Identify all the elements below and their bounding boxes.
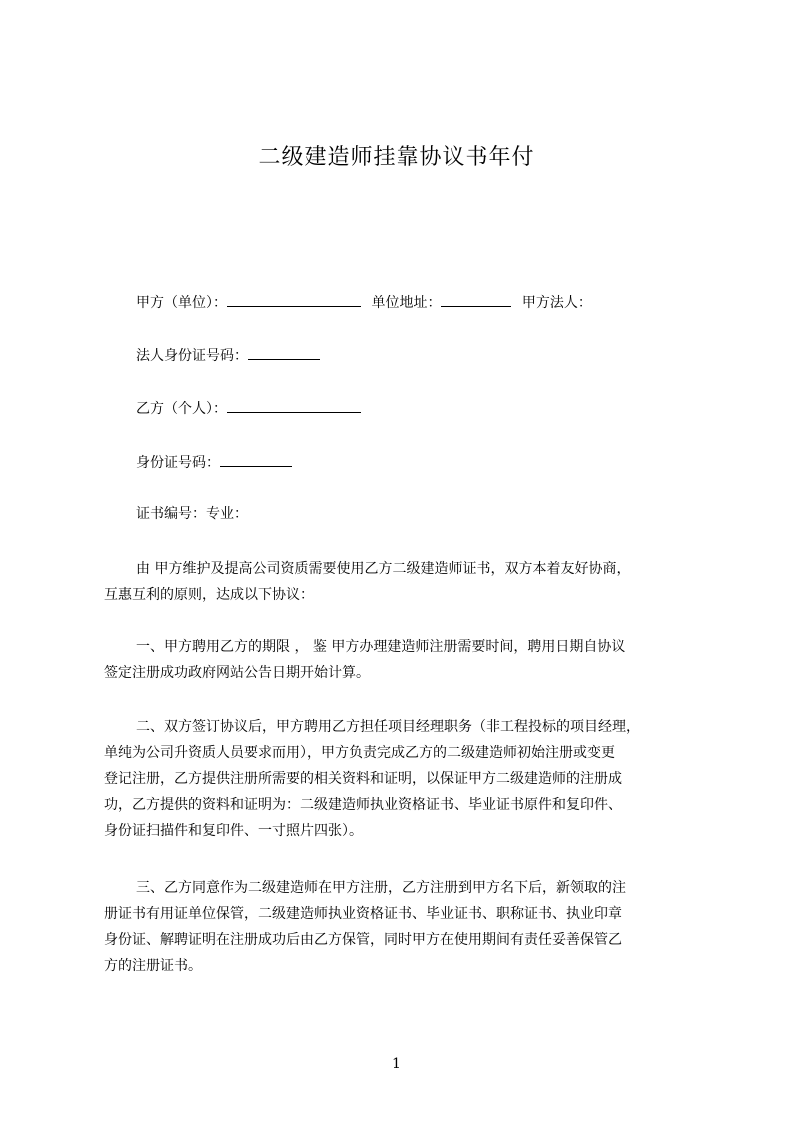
id-label: 身份证号码：	[136, 455, 220, 471]
intro-line: 由 甲方维护及提高公司资质需要使用乙方二级建造师证书，双方本着友好协商，	[136, 561, 631, 577]
cert-line	[136, 504, 248, 524]
clause-1-line: 签定注册成功政府网站公告日期开始计算。	[104, 665, 370, 681]
party-b-blank	[227, 397, 361, 413]
party-b-line	[136, 397, 361, 419]
clause-1	[104, 634, 704, 686]
intro-paragraph	[104, 556, 704, 608]
clause-3-line: 身份证、解聘证明在注册成功后由乙方保管，同时甲方在使用期间有责任妥善保管乙	[104, 932, 622, 948]
clause-2-line: 二、双方签订协议后，甲方聘用乙方担任项目经理职务（非工程投标的项目经理，	[136, 719, 640, 735]
address-label: 单位地址：	[371, 295, 442, 311]
clause-2	[104, 714, 704, 844]
legal-id-label: 法人身份证号码：	[136, 348, 248, 364]
clause-1-line: 一、甲方聘用乙方的期限 ， 鉴 甲方办理建造师注册需要时间，聘用日期自协议	[136, 639, 626, 655]
legal-rep-label: 甲方法人：	[521, 295, 592, 311]
clause-3	[104, 875, 704, 979]
party-a-blank	[227, 291, 361, 307]
party-b-label: 乙方（个人）：	[136, 401, 227, 417]
party-a-label: 甲方（单位）：	[136, 295, 227, 311]
address-blank	[441, 291, 511, 307]
clause-2-line: 功，乙方提供的资料和证明为：二级建造师执业资格证书、毕业证书原件和复印件、	[104, 797, 622, 813]
clause-2-line: 身份证扫描件和复印件、一寸照片四张）。	[104, 823, 363, 839]
clause-3-line: 方的注册证书。	[104, 958, 202, 974]
intro-line: 互惠互利的原则，达成以下协议：	[104, 587, 314, 603]
party-a-line	[136, 291, 592, 313]
page-number: 1	[392, 1056, 401, 1072]
legal-id-blank	[248, 344, 320, 360]
id-blank	[220, 451, 292, 467]
document-title: 二级建造师挂靠协议书年付	[258, 145, 535, 170]
clause-3-line: 册证书有用证单位保管，二级建造师执业资格证书、毕业证书、职称证书、执业印章	[104, 906, 622, 922]
cert-label: 证书编号：专业：	[136, 506, 248, 522]
clause-2-line: 登记注册，乙方提供注册所需要的相关资料和证明，以保证甲方二级建造师的注册成	[104, 771, 622, 787]
clause-3-line: 三、乙方同意作为二级建造师在甲方注册，乙方注册到甲方名下后，新领取的注	[136, 880, 626, 896]
legal-id-line	[136, 344, 320, 366]
clause-2-line: 单纯为公司升资质人员要求而用），甲方负责完成乙方的二级建造师初始注册或变更	[104, 745, 615, 761]
id-line	[136, 451, 292, 473]
